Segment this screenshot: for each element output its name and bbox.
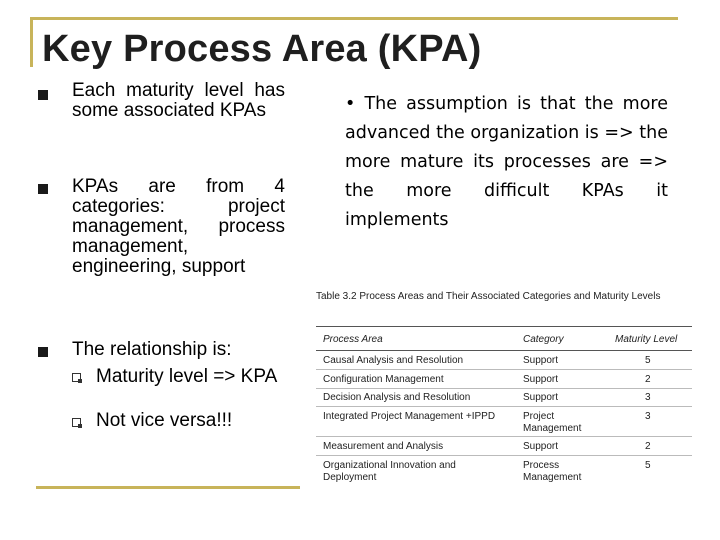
- bullet-text-1: Each maturity level has some associated KPAs: [72, 80, 285, 121]
- bullet-text-2: KPAs are from 4 categories: project management, process management, engineering, support: [72, 176, 285, 277]
- row-separator: [316, 406, 692, 407]
- sub-bullet-icon: [72, 373, 81, 382]
- bullet-square-icon: [38, 347, 48, 357]
- table-row: [316, 460, 692, 483]
- bullet-square-icon: [38, 184, 48, 194]
- sub-bullet-text-1: Maturity level => KPA: [96, 366, 278, 387]
- cell-maturity-level: 2: [645, 374, 651, 385]
- cell-process-area: Causal Analysis and Resolution: [323, 355, 464, 366]
- table-caption: Table 3.2 Process Areas and Their Associated Categories and Maturity Levels: [316, 291, 661, 302]
- bullet-text-3: The relationship is:: [72, 339, 232, 360]
- table-row: [316, 374, 692, 385]
- cell-category: Process Management: [523, 460, 582, 483]
- row-separator: [316, 455, 692, 456]
- cell-process-area: Measurement and Analysis: [323, 441, 444, 452]
- cell-process-area: Decision Analysis and Resolution: [323, 392, 471, 403]
- table-top-rule: [316, 326, 692, 327]
- cell-maturity-level: 2: [645, 441, 651, 452]
- row-separator: [316, 369, 692, 370]
- cell-process-area: Integrated Project Management +IPPD: [323, 411, 496, 422]
- header-process-area: Process Area: [323, 334, 383, 345]
- cell-maturity-level: 5: [645, 355, 651, 366]
- cell-category: Project Management: [523, 411, 582, 434]
- sub-bullet-icon: [72, 418, 81, 427]
- row-separator: [316, 388, 692, 389]
- bullet-square-icon: [38, 90, 48, 100]
- cell-category: Support: [523, 441, 559, 452]
- header-category: Category: [523, 334, 564, 345]
- table-row: [316, 441, 692, 452]
- row-separator: [316, 436, 692, 437]
- table-row: [316, 392, 692, 403]
- header-maturity-level: Maturity Level: [615, 334, 678, 345]
- slide-title: Key Process Area (KPA): [42, 28, 482, 70]
- cell-maturity-level: 5: [645, 460, 651, 471]
- cell-category: Support: [523, 374, 559, 385]
- cell-maturity-level: 3: [645, 392, 651, 403]
- bottom-rule: [36, 486, 300, 489]
- cell-category: Support: [523, 392, 559, 403]
- cell-process-area: Organizational Innovation and Deployment: [323, 460, 456, 483]
- cell-process-area: Configuration Management: [323, 374, 444, 385]
- cell-category: Support: [523, 355, 559, 366]
- assumption-paragraph: • The assumption is that the more advanced the organization is => the more mature its processes are => the more difficult KPAs it implements: [345, 94, 668, 230]
- top-horizontal-rule: [30, 17, 678, 20]
- table-header-rule: [316, 350, 692, 351]
- table-row: [316, 411, 692, 434]
- sub-bullet-text-2: Not vice versa!!!: [96, 410, 233, 431]
- cell-maturity-level: 3: [645, 411, 651, 422]
- left-vertical-rule: [30, 17, 33, 67]
- table-row: [316, 355, 692, 366]
